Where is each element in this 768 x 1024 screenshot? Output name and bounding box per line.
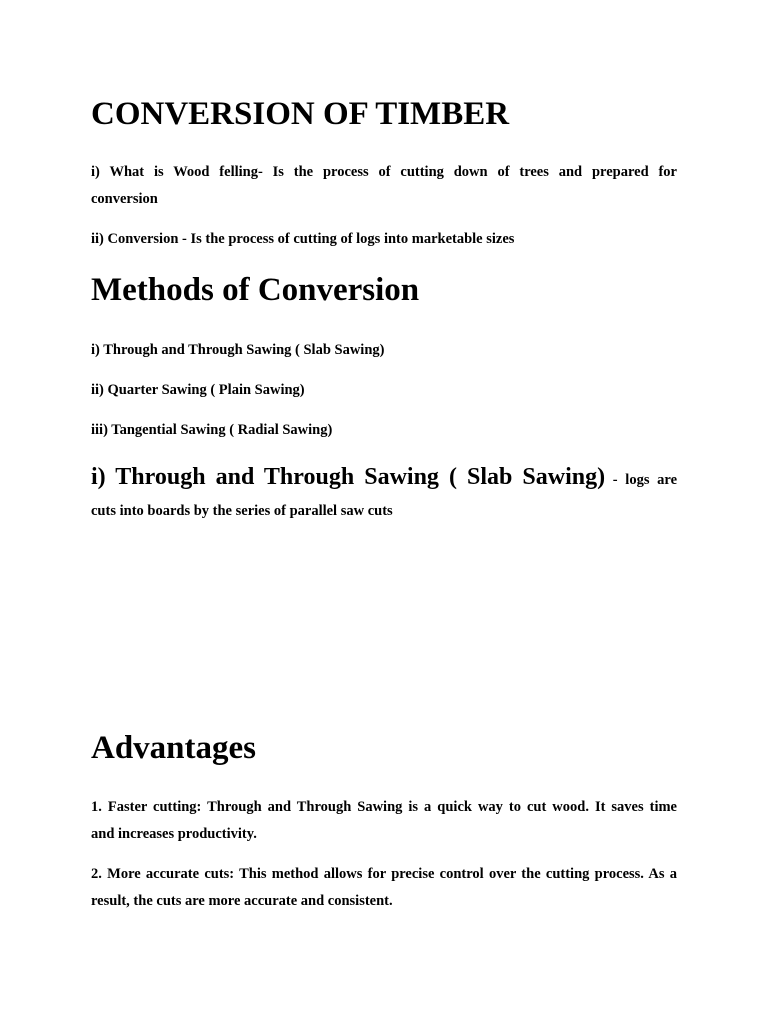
through-sawing-section: [91, 459, 677, 525]
intro-item-conversion: ii) Conversion - Is the process of cutting of logs into marketable sizes: [91, 231, 515, 247]
through-sawing-desc-inline: - logs are: [612, 472, 678, 488]
through-sawing-heading-line: [91, 459, 677, 498]
intro-item-wood-felling-line2: conversion: [91, 191, 158, 207]
methods-item-tangential-sawing: iii) Tangential Sawing ( Radial Sawing): [91, 422, 333, 438]
intro-item-wood-felling-line1: i) What is Wood felling- Is the process of cutting down of trees and prepared for: [91, 164, 677, 180]
methods-heading: Methods of Conversion: [91, 272, 420, 308]
advantage-item-faster-cutting-line1: 1. Faster cutting: Through and Through Sawing is a quick way to cut wood. It saves time: [91, 799, 677, 815]
advantage-item-accurate-cuts: [91, 861, 677, 915]
advantage-item-accurate-cuts-line1: 2. More accurate cuts: This method allows for precise control over the cutting process. As a: [91, 866, 677, 882]
advantage-item-faster-cutting: [91, 794, 677, 848]
advantages-heading: Advantages: [91, 730, 257, 766]
document-title: CONVERSION OF TIMBER: [91, 96, 510, 132]
through-sawing-heading: i) Through and Through Sawing ( Slab Sawing): [91, 464, 606, 490]
methods-item-quarter-sawing: ii) Quarter Sawing ( Plain Sawing): [91, 382, 305, 398]
methods-item-through-sawing: i) Through and Through Sawing ( Slab Sawing): [91, 342, 385, 358]
advantage-item-accurate-cuts-line2: result, the cuts are more accurate and consistent.: [91, 893, 393, 909]
through-sawing-desc-rest: cuts into boards by the series of parallel saw cuts: [91, 503, 393, 519]
advantage-item-faster-cutting-line2: and increases productivity.: [91, 826, 257, 842]
intro-item-wood-felling: [91, 159, 677, 213]
